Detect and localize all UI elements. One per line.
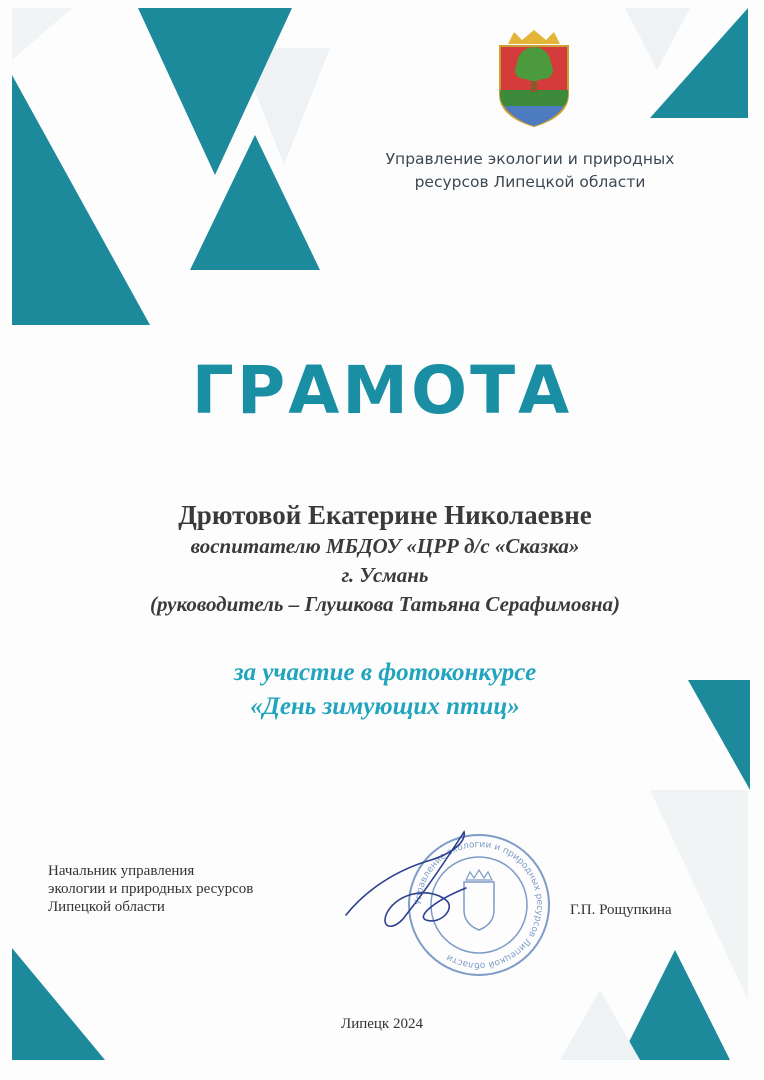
signer-line-1: Начальник управления — [48, 863, 195, 879]
signature-icon — [336, 830, 516, 940]
triangle-bottom-left — [12, 948, 105, 1060]
organization-line-2: ресурсов Липецкой области — [414, 173, 646, 191]
signer-title — [48, 862, 348, 916]
organization-line-1: Управление экологии и природных — [385, 150, 675, 168]
signer-name: Г.П. Рощупкина — [570, 902, 672, 918]
recipient-position: воспитателю МБДОУ «ЦРР д/с «Сказка» — [190, 534, 580, 558]
coat-of-arms-icon — [494, 28, 574, 128]
triangle-left-large — [12, 75, 150, 325]
signer-line-3: Липецкой области — [48, 899, 165, 915]
organization-name — [330, 148, 730, 194]
certificate-title: ГРАМОТА — [191, 352, 573, 429]
recipient-block — [60, 498, 710, 619]
triangle-bottom-right — [620, 950, 730, 1060]
triangle-light-corner — [12, 8, 72, 60]
stamp-text: Управление экологии и природных ресурсов Липецкой области — [413, 839, 545, 971]
recipient-city: г. Усмань — [341, 563, 429, 587]
award-reason — [60, 656, 710, 724]
footer-place-year: Липецк 2024 — [341, 1016, 423, 1032]
reason-line-2: «День зимующих птиц» — [250, 693, 520, 720]
signer-line-2: экологии и природных ресурсов — [48, 881, 254, 897]
recipient-supervisor: (руководитель – Глушкова Татьяна Серафимовна) — [149, 592, 621, 616]
recipient-name: Дрютовой Екатерине Николаевне — [178, 500, 592, 530]
triangle-light-right — [625, 8, 690, 70]
reason-line-1: за участие в фотоконкурсе — [233, 659, 537, 686]
triangle-light-bottom-right — [650, 790, 748, 1000]
